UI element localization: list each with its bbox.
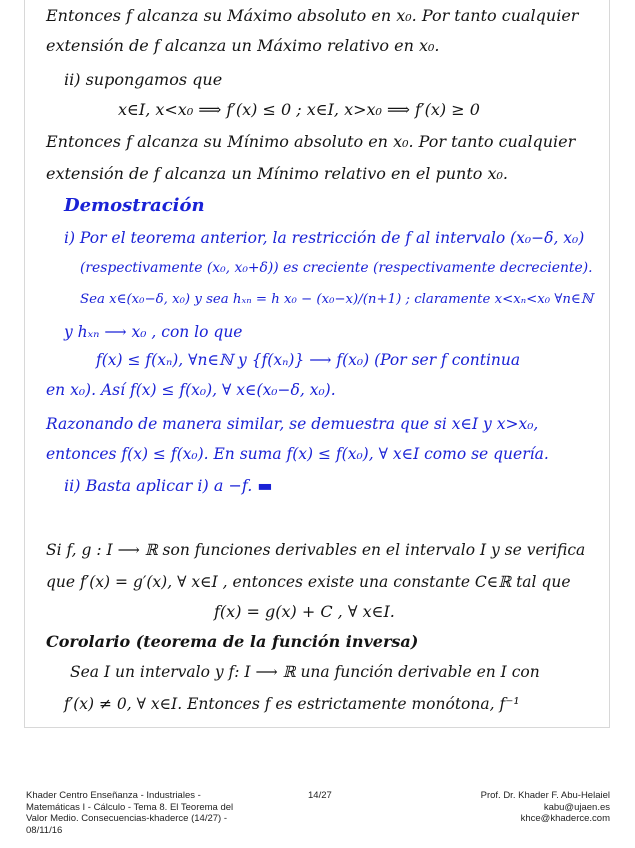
note-line-4: x∈I, x<x₀ ⟹ f′(x) ≤ 0 ; x∈I, x>x₀ ⟹ f′(x) ≥ 0 — [118, 100, 480, 119]
footer-author-name: Prof. Dr. Khader F. Abu-Helaiel — [480, 790, 610, 801]
note-line-5: Entonces f alcanza su Mínimo absoluto en x₀. Por tanto cualquier — [46, 132, 576, 151]
footer-email-1: kabu@ujaen.es — [543, 801, 610, 813]
footer-author-info — [452, 790, 610, 825]
note-line-16: ii) Basta aplicar i) a −f. ▬ — [64, 476, 273, 495]
footer-left-line-4: 08/11/16 — [26, 824, 63, 836]
footer-email-2: khce@khaderce.com — [520, 813, 610, 824]
note-line-14: Razonando de manera similar, se demuestra que si x∈I y x>x₀, — [46, 415, 539, 433]
footer-left-line-2: Matemáticas I - Cálculo - Tema 8. El Teorema del — [26, 801, 234, 813]
note-line-22: f′(x) ≠ 0, ∀ x∈I. Entonces f es estrictamente monótona, f⁻¹ — [64, 695, 520, 713]
section-heading-corolario: Corolario (teorema de la función inversa) — [46, 632, 419, 651]
note-line-12: f(x) ≤ f(xₙ), ∀n∈ℕ y {f(xₙ)} ⟶ f(x₀) (Por ser f continua — [96, 351, 521, 369]
note-line-1: Entonces f alcanza su Máximo absoluto en x₀. Por tanto cualquier — [46, 6, 579, 25]
note-line-19: f(x) = g(x) + C , ∀ x∈I. — [214, 602, 395, 621]
note-line-13: en x₀). Así f(x) ≤ f(x₀), ∀ x∈(x₀−δ, x₀). — [46, 381, 336, 399]
footer-left-line-3: Valor Medio. Consecuencias-khaderce (14/27) - — [26, 813, 228, 824]
note-line-18: que f′(x) = g′(x), ∀ x∈I , entonces existe una constante C∈ℝ tal que — [46, 573, 571, 591]
note-line-2: extensión de f alcanza un Máximo relativo en x₀. — [46, 36, 440, 55]
footer-page-number: 14/27 — [308, 790, 332, 801]
note-line-10: Sea x∈(x₀−δ, x₀) y sea hₓₙ = h x₀ − (x₀−x)/(n+1) ; claramente x<xₙ<x₀ ∀n∈ℕ — [80, 292, 593, 307]
note-line-9: (respectivamente (x₀, x₀+δ)) es creciente (respectivamente decreciente). — [80, 260, 593, 276]
note-line-11: y hₓₙ ⟶ x₀ , con lo que — [64, 323, 243, 341]
note-line-15: entonces f(x) ≤ f(x₀). En suma f(x) ≤ f(x₀), ∀ x∈I como se quería. — [46, 445, 549, 463]
footer-left-line-1: Khader Centro Enseñanza - Industriales - — [26, 790, 201, 801]
note-line-6: extensión de f alcanza un Mínimo relativo en el punto x₀. — [46, 164, 509, 183]
note-line-3: ii) supongamos que — [64, 70, 223, 89]
section-heading-demostracion: Demostración — [64, 195, 205, 216]
footer-course-info — [26, 790, 256, 836]
note-line-17: Si f, g : I ⟶ ℝ son funciones derivables en el intervalo I y se verifica — [46, 541, 586, 559]
note-line-21: Sea I un intervalo y f: I ⟶ ℝ una función derivable en I con — [70, 663, 540, 681]
note-line-8: i) Por el teorema anterior, la restricción de f al intervalo (x₀−δ, x₀) — [64, 229, 585, 247]
